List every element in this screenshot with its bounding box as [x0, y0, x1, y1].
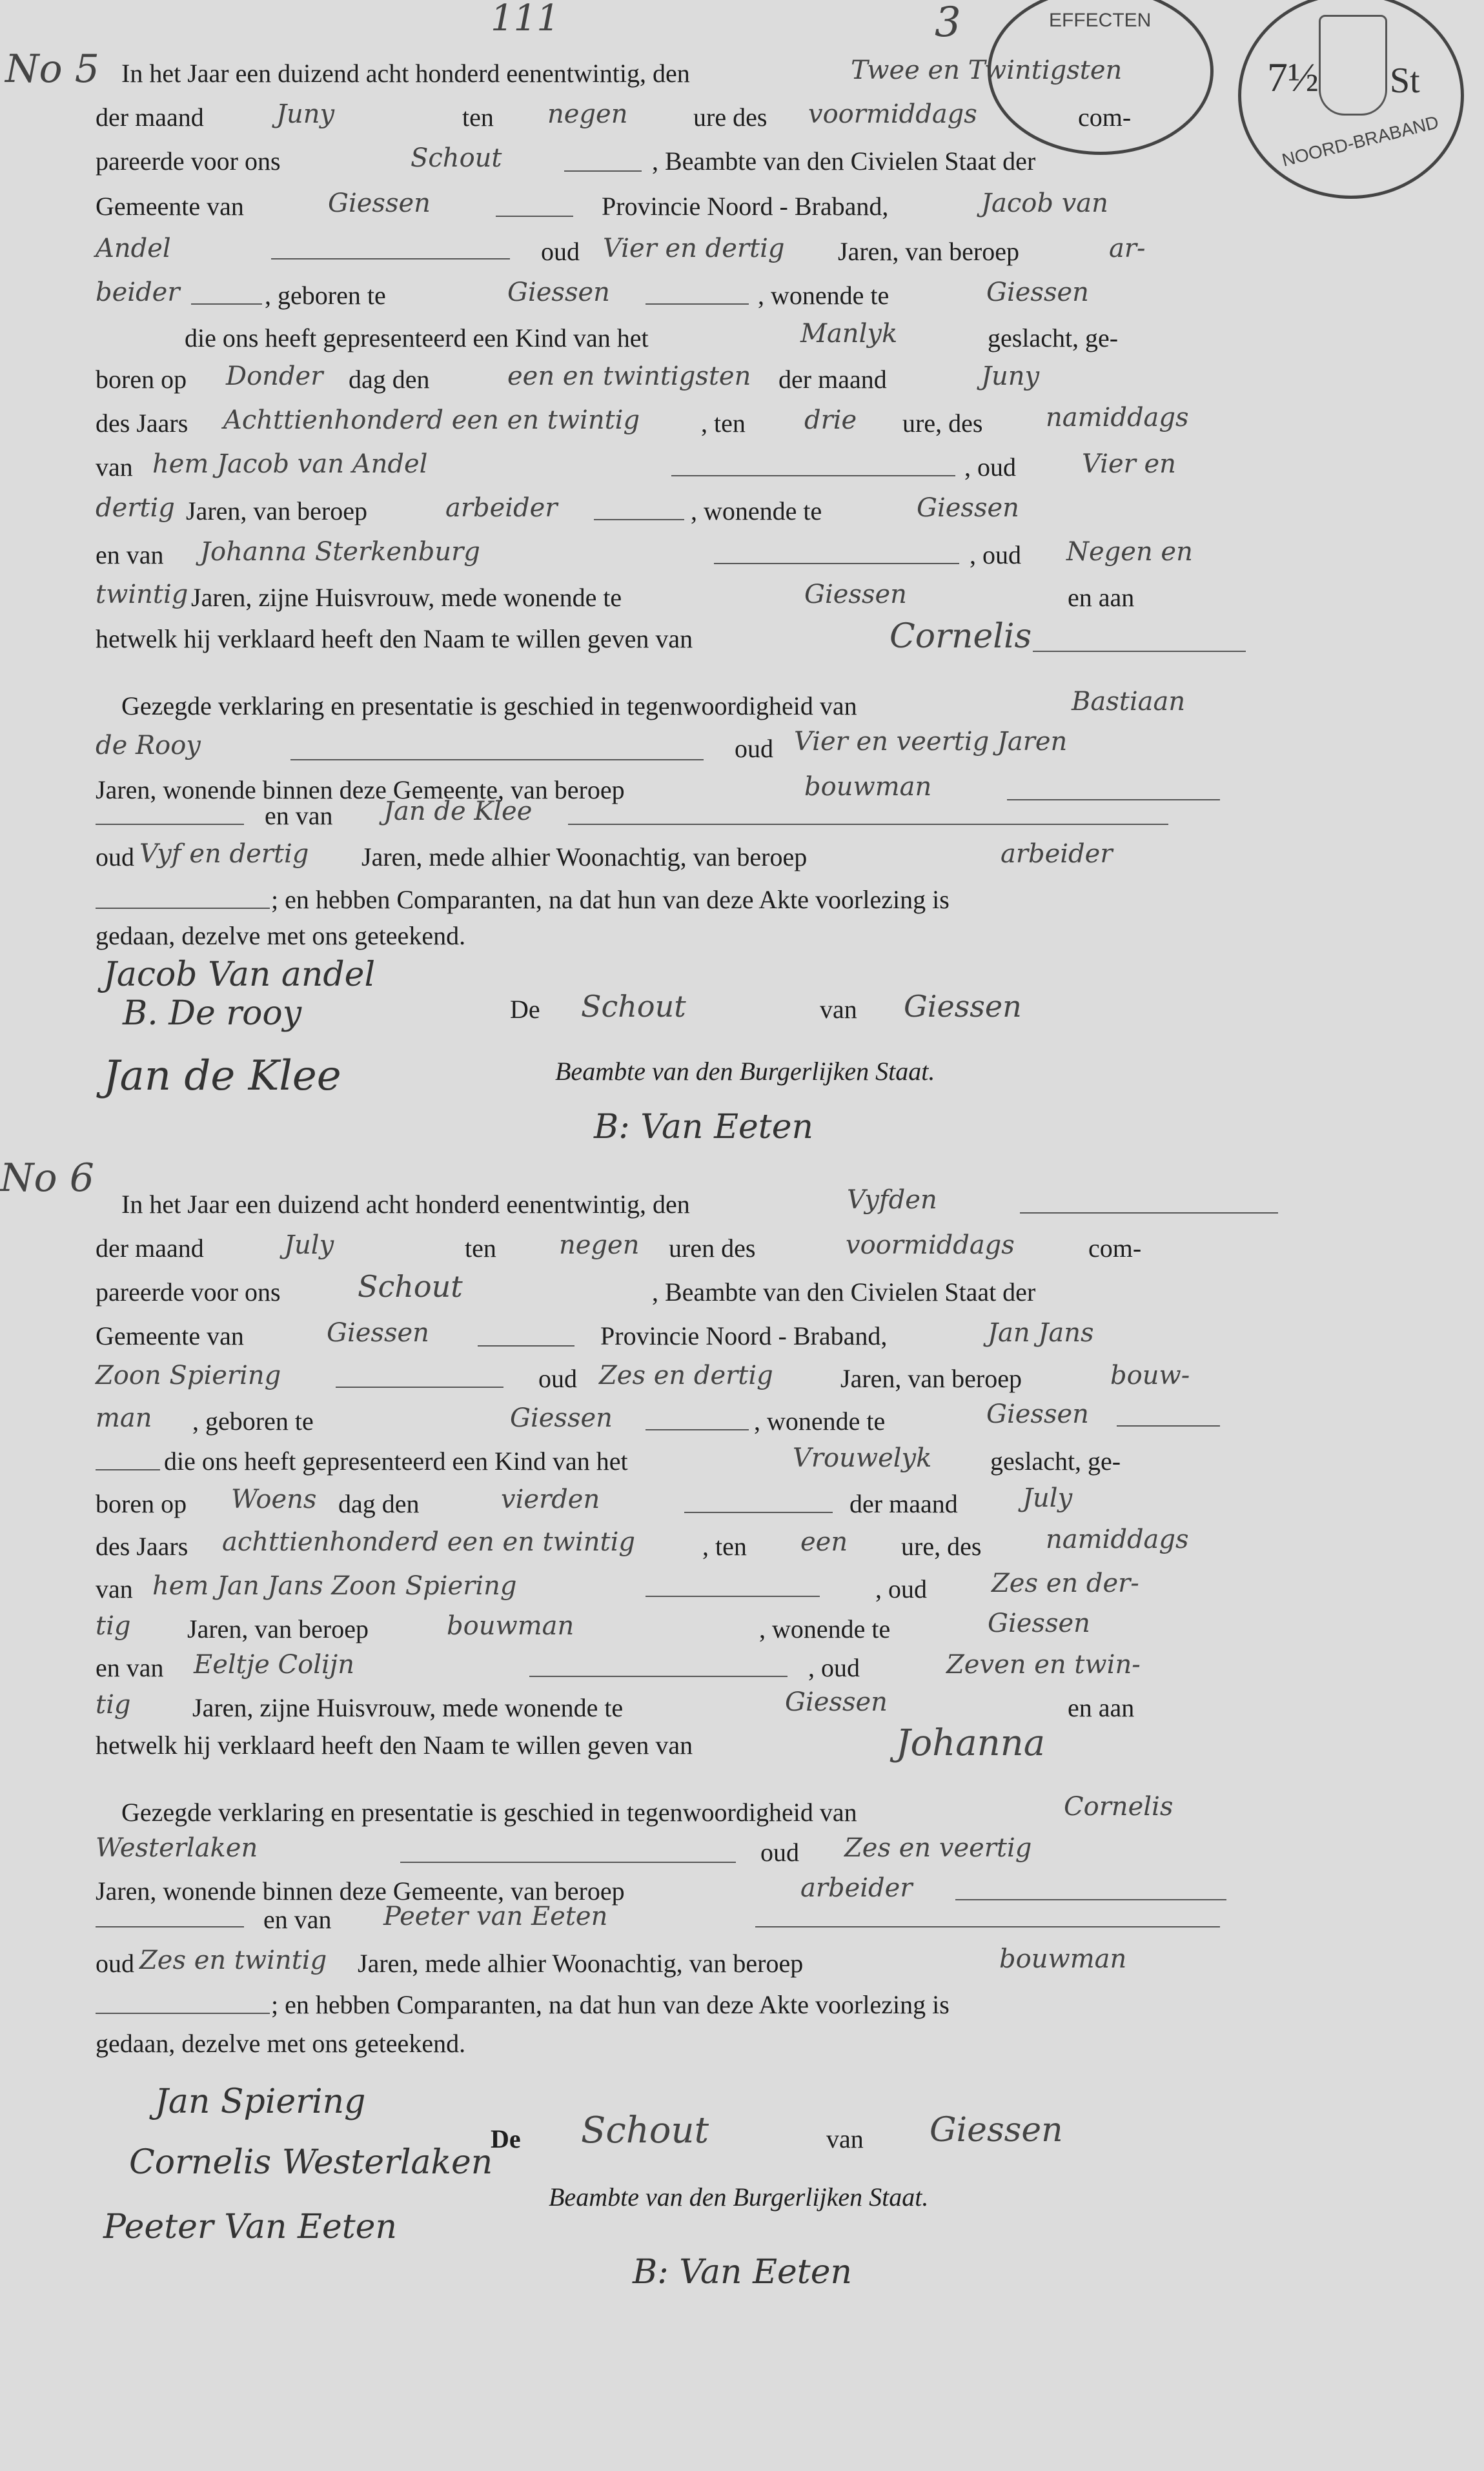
r2-line13-residence: Giessen — [785, 1687, 888, 1717]
r2-line2-hour: negen — [559, 1230, 640, 1260]
r1-official-place-hw: Giessen — [904, 989, 1022, 1024]
r1-line10-age: Vier en — [1082, 449, 1176, 479]
r1-line14-text: hetwelk hij verklaard heeft den Naam te willen geven van — [96, 624, 693, 653]
r1-line4-prefix: Gemeente van — [96, 192, 244, 221]
r1-witness-line4: en van — [265, 801, 333, 830]
r2-line1-day: Vyfden — [847, 1185, 937, 1215]
r1-line8-date: een en twintigsten — [507, 361, 751, 391]
crown-emblem — [1319, 15, 1387, 116]
r1-witness2-prof: arbeider — [1001, 839, 1113, 869]
r2-witness2-age: Zes en twintig — [139, 1946, 327, 1975]
r2-line11-age: tig — [96, 1611, 131, 1641]
r2-line12-age: Zeven en twin- — [946, 1650, 1141, 1680]
r2-line2-ure: uren des — [669, 1234, 756, 1263]
r1-witness1-last: de Rooy — [96, 731, 201, 760]
r1-line9-rest: ure, des — [902, 409, 983, 438]
r1-witness1-prof: bouwman — [804, 772, 932, 802]
r2-witness-line5-mid: Jaren, mede alhier Woonachtig, van beroep — [358, 1949, 804, 1978]
r2-line9-mid: , ten — [702, 1532, 747, 1561]
r2-line2-ten: ten — [465, 1234, 496, 1263]
r2-line10-prefix: van — [96, 1574, 133, 1603]
r1-line12-prefix: en van — [96, 540, 164, 569]
r1-line11-mid: Jaren, van beroep — [186, 496, 367, 525]
r2-witness-line3: Jaren, wonende binnen deze Gemeente, van beroep — [96, 1876, 625, 1906]
r1-line2-ure: ure des — [693, 103, 767, 132]
r2-line9-prefix: des Jaars — [96, 1532, 188, 1561]
r2-line11-rest: , wonende te — [759, 1614, 891, 1643]
r1-line5-age: Vier en dertig — [603, 234, 785, 263]
r2-line5-rest: Jaren, van beroep — [840, 1364, 1022, 1393]
stamp-left-ring-text: EFFECTEN — [1049, 10, 1152, 31]
r2-line8-mid: dag den — [338, 1489, 420, 1518]
r2-line3-official: Schout — [358, 1269, 463, 1304]
r2-line10-age: Zes en der- — [991, 1569, 1139, 1598]
r2-line6-rest: , wonende te — [754, 1407, 886, 1436]
r2-line2-com: com- — [1088, 1234, 1142, 1263]
stamp-right-ring-text: NOORD-BRABAND — [1279, 112, 1441, 170]
r1-line12-rest: , oud — [970, 540, 1021, 569]
r1-line8-weekday: Donder — [226, 361, 323, 391]
r2-line8-prefix: boren op — [96, 1489, 187, 1518]
r2-official-signature: B: Van Eeten — [633, 2253, 852, 2292]
r1-official-de: De — [510, 995, 540, 1024]
r2-line8-weekday: Woens — [231, 1485, 317, 1514]
r1-line10-rest: , oud — [964, 453, 1016, 482]
r2-line5-prof: bouw- — [1110, 1361, 1190, 1390]
r1-witness2-age: Vyf en dertig — [139, 839, 309, 869]
r2-line6-residence: Giessen — [986, 1399, 1089, 1429]
r2-line5-age: Zes en dertig — [599, 1361, 773, 1390]
r1-official-van: van — [820, 995, 857, 1024]
r2-witness1-age: Zes en veertig — [844, 1833, 1032, 1863]
page-number: 3 — [935, 0, 961, 46]
r1-line2-month: Juny — [276, 99, 335, 129]
r1-child-name: Cornelis — [889, 617, 1032, 656]
r2-line14-text: hetwelk hij verklaard heeft den Naam te willen geven van — [96, 1731, 693, 1760]
r1-closing-line2: gedaan, dezelve met ons geteekend. — [96, 921, 466, 950]
r1-witness2-name: Jan de Klee — [383, 797, 533, 826]
r2-line9-rest: ure, des — [901, 1532, 982, 1561]
r1-line9-mid: , ten — [701, 409, 746, 438]
r2-line12-rest: , oud — [808, 1653, 860, 1682]
r1-line4-mid: Provincie Noord - Braband, — [602, 192, 889, 221]
r1-line11-age: dertig — [96, 493, 175, 523]
r2-line13-age: tig — [96, 1690, 131, 1720]
r2-official-de: De — [491, 2124, 521, 2153]
r1-line6-rest: , wonende te — [758, 281, 889, 310]
r2-line8-month: July — [1022, 1483, 1073, 1513]
r1-line13-age: twintig — [96, 580, 188, 609]
r2-line2-month: July — [284, 1230, 334, 1260]
r2-line7-rest: geslacht, ge- — [990, 1447, 1121, 1476]
r2-line12-mother: Eeltje Colijn — [194, 1650, 354, 1680]
r2-line7-text: die ons heeft gepresenteerd een Kind van het — [164, 1447, 628, 1476]
r1-witness1-first: Bastiaan — [1072, 687, 1186, 717]
r1-official-title: Beambte van den Burgerlijken Staat. — [555, 1057, 935, 1086]
r2-closing-line1: ; en hebben Comparanten, na dat hun van deze Akte voorlezing is — [271, 1990, 950, 2019]
r1-line7-sex: Manlyk — [800, 319, 898, 349]
folio-number: 111 — [491, 0, 560, 39]
r1-line6-mid: , geboren te — [265, 281, 386, 310]
r2-closing-line2: gedaan, dezelve met ons geteekend. — [96, 2029, 466, 2058]
r1-line2-ten: ten — [462, 103, 494, 132]
r1-line13-mid: Jaren, zijne Huisvrouw, mede wonende te — [191, 583, 622, 612]
r2-line6-mid: , geboren te — [192, 1407, 314, 1436]
r1-witness1-age: Vier en veertig Jaren — [794, 727, 1068, 757]
r2-witness-line4: en van — [263, 1905, 332, 1934]
r1-line3-official: Schout — [411, 143, 502, 173]
r2-line6-birthplace: Giessen — [510, 1403, 613, 1433]
r2-line11-prof: bouwman — [447, 1611, 574, 1641]
r1-line11-residence: Giessen — [917, 493, 1019, 523]
r2-line11-residence: Giessen — [988, 1609, 1090, 1638]
r2-line10-father: hem Jan Jans Zoon Spiering — [152, 1571, 517, 1601]
r2-line2-prefix: der maand — [96, 1234, 204, 1263]
record-1-margin-number: No 5 — [5, 46, 99, 92]
r1-witness-line1: Gezegde verklaring en presentatie is geschied in tegenwoordigheid van — [121, 691, 857, 720]
r2-witness-line1: Gezegde verklaring en presentatie is geschied in tegenwoordigheid van — [121, 1798, 857, 1827]
r1-line4-place: Giessen — [328, 188, 431, 218]
r2-official-title: Beambte van den Burgerlijken Staat. — [549, 2182, 929, 2212]
r1-line5-rest: Jaren, van beroep — [838, 237, 1019, 266]
r2-signature-father: Jan Spiering — [155, 2082, 366, 2121]
r1-line5-father: Andel — [96, 234, 171, 263]
tax-stamp-right — [1238, 0, 1464, 199]
r1-line11-prof: arbeider — [445, 493, 558, 523]
r1-line4-father: Jacob van — [981, 188, 1108, 218]
r1-closing-line1: ; en hebben Comparanten, na dat hun van deze Akte voorlezing is — [271, 885, 950, 914]
r1-signature-witness1: B. De rooy — [123, 994, 302, 1033]
r1-line8-month: Juny — [981, 361, 1040, 391]
r2-line12-prefix: en van — [96, 1653, 164, 1682]
r1-line2-prefix: der maand — [96, 103, 204, 132]
r2-line11-mid: Jaren, van beroep — [187, 1614, 369, 1643]
r1-official-signature: B: Van Eeten — [594, 1108, 813, 1146]
r1-line9-time: namiddags — [1046, 403, 1189, 432]
r1-line7-rest: geslacht, ge- — [988, 323, 1119, 352]
r2-line10-rest: , oud — [875, 1574, 927, 1603]
r2-line4-prefix: Gemeente van — [96, 1321, 244, 1350]
r1-line2-com: com- — [1078, 103, 1132, 132]
r2-witness1-last: Westerlaken — [96, 1833, 258, 1863]
r1-line1-prefix: In het Jaar een duizend acht honderd eenentwintig, den — [121, 59, 690, 88]
r2-signature-witness2: Peeter Van Eeten — [103, 2208, 397, 2246]
r2-witness-line2-oud: oud — [760, 1838, 799, 1867]
r2-line5-oud: oud — [538, 1364, 577, 1393]
r1-line10-prefix: van — [96, 453, 133, 482]
r2-line9-hour: een — [800, 1527, 848, 1557]
r2-line9-time: namiddags — [1046, 1525, 1189, 1554]
r2-line13-mid: Jaren, zijne Huisvrouw, mede wonende te — [192, 1693, 624, 1722]
r2-official-title-hw: Schout — [581, 2110, 709, 2151]
r2-line7-sex: Vrouwelyk — [793, 1443, 932, 1473]
r1-line10-father: hem Jacob van Andel — [152, 449, 428, 479]
r1-witness-line3: Jaren, wonende binnen deze Gemeente, van beroep — [96, 775, 625, 804]
r1-line9-year: Achttienhonderd een en twintig — [223, 405, 640, 435]
r2-line3-rest: , Beambte van den Civielen Staat der — [652, 1277, 1036, 1307]
r1-line6-birthplace: Giessen — [507, 278, 610, 307]
r1-line13-residence: Giessen — [804, 580, 907, 609]
r1-line12-mother: Johanna Sterkenburg — [200, 537, 480, 567]
r1-line2-time: voormiddags — [808, 99, 977, 129]
r1-line1-day: Twee en Twintigsten — [851, 56, 1123, 85]
r2-line2-time: voormiddags — [846, 1230, 1015, 1260]
stamp-right-suffix: St — [1390, 61, 1420, 101]
r1-line12-age: Negen en — [1066, 537, 1193, 567]
r1-line9-hour: drie — [804, 405, 857, 435]
r1-line5-prof: ar- — [1109, 234, 1146, 263]
r1-line2-hour: negen — [547, 99, 628, 129]
r1-line3-prefix: pareerde voor ons — [96, 147, 281, 176]
r1-line13-rest: en aan — [1068, 583, 1135, 612]
stamp-right-value: 7½ — [1267, 54, 1319, 100]
r1-line9-prefix: des Jaars — [96, 409, 188, 438]
r2-line8-rest: der maand — [849, 1489, 958, 1518]
r2-line9-year: achttienhonderd een en twintig — [222, 1527, 636, 1557]
r1-line8-rest: der maand — [778, 365, 887, 394]
r1-line6-residence: Giessen — [986, 278, 1089, 307]
r2-signature-witness1: Cornelis Westerlaken — [129, 2143, 493, 2182]
r2-line3-prefix: pareerde voor ons — [96, 1277, 281, 1307]
r2-line4-place: Giessen — [327, 1318, 429, 1348]
r2-line8-date: vierden — [501, 1485, 600, 1514]
r2-line1-prefix: In het Jaar een duizend acht honderd eenentwintig, den — [121, 1190, 690, 1219]
r2-official-place-hw: Giessen — [930, 2111, 1063, 2150]
r1-official-title-hw: Schout — [581, 989, 686, 1024]
r1-line3-rest: , Beambte van den Civielen Staat der — [652, 147, 1036, 176]
r2-line5-father: Zoon Spiering — [96, 1361, 281, 1390]
record-2-margin-number: No 6 — [0, 1155, 94, 1201]
r1-line6-prof: beider — [96, 278, 180, 307]
r2-witness1-first: Cornelis — [1064, 1792, 1174, 1822]
r1-witness-line5-oud: oud — [96, 842, 134, 871]
r2-line6-prof: man — [96, 1403, 152, 1433]
r2-witness-line5-oud: oud — [96, 1949, 134, 1978]
r2-official-van: van — [826, 2124, 864, 2153]
r2-witness1-prof: arbeider — [800, 1873, 913, 1903]
r2-line4-mid: Provincie Noord - Braband, — [600, 1321, 888, 1350]
r1-line8-prefix: boren op — [96, 365, 187, 394]
r1-witness-line5-mid: Jaren, mede alhier Woonachtig, van beroep — [361, 842, 808, 871]
r1-line7-text: die ons heeft gepresenteerd een Kind van het — [185, 323, 649, 352]
r2-child-name: Johanna — [896, 1722, 1046, 1764]
r2-line13-rest: en aan — [1068, 1693, 1135, 1722]
r1-signature-witness2: Jan de Klee — [103, 1052, 341, 1100]
r2-line4-father: Jan Jans — [988, 1318, 1094, 1348]
r1-line8-mid: dag den — [349, 365, 430, 394]
r1-line11-rest: , wonende te — [691, 496, 822, 525]
r2-witness2-name: Peeter van Eeten — [383, 1902, 608, 1931]
r1-line5-oud: oud — [541, 237, 580, 266]
r1-signature-father: Jacob Van andel — [103, 955, 376, 994]
r1-witness-line2-oud: oud — [735, 734, 773, 763]
r2-witness2-prof: bouwman — [999, 1944, 1127, 1974]
